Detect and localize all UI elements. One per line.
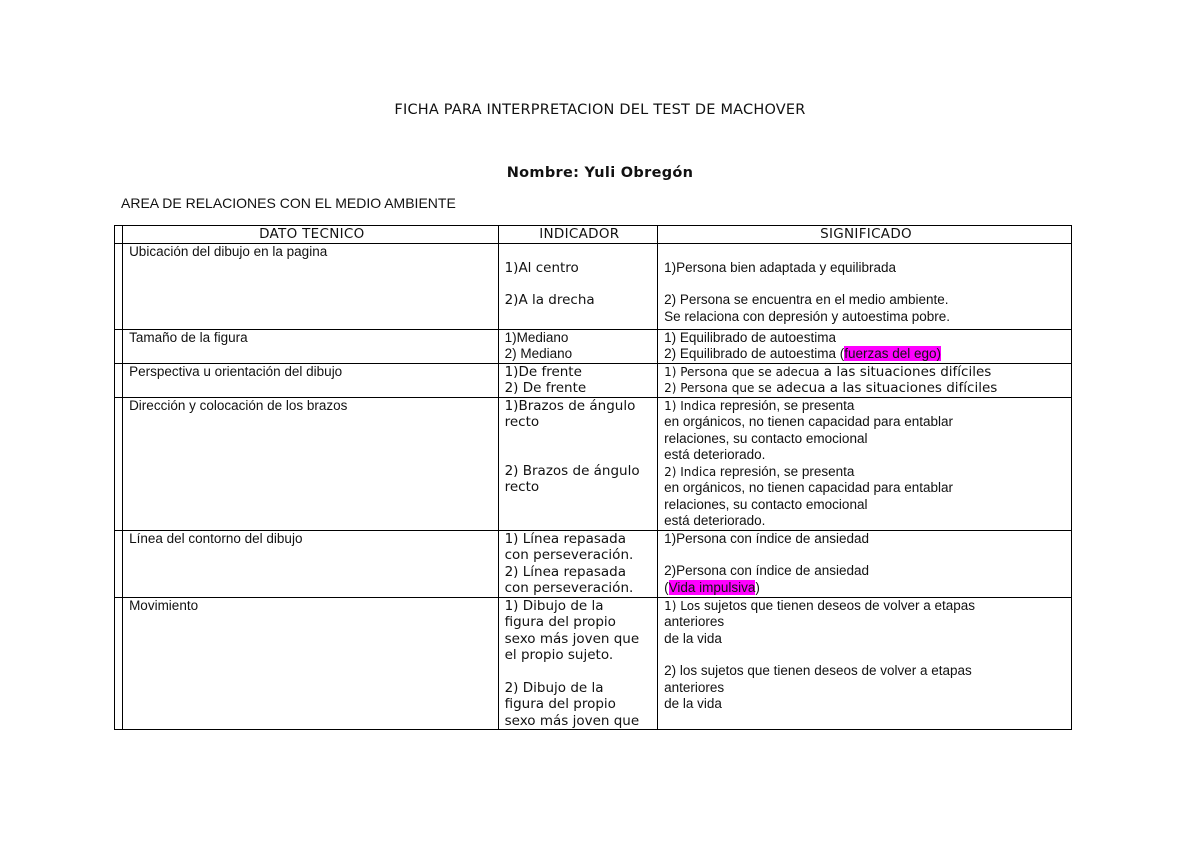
header-indicador: INDICADOR <box>498 226 658 244</box>
significado-cell: 1) Persona que se adecua a las situaciones difíciles 2) Persona que se adecua a las situaciones difíciles <box>658 363 1072 397</box>
significado-cell: 1) Indica represión, se presenta en orgánicos, no tienen capacidad para entablar relaciones, su contacto emocional está deteriorado. 2) Indica represión, se presenta en orgánicos, no tienen capacidad para entablar relaciones, su contacto emocional está deteriorado. <box>658 397 1072 530</box>
interpretation-table <box>114 225 1072 730</box>
indicador-cell: 1) Línea repasada con perseveración. 2) Línea repasada con perseveración. <box>498 530 658 597</box>
dato-cell: Ubicación del dibujo en la pagina <box>123 243 499 329</box>
name-line: Nombre: Yuli Obregón <box>506 165 694 181</box>
indicador-cell: 1)Mediano 2) Mediano <box>498 329 658 363</box>
margin-cell <box>115 597 123 730</box>
indicador-cell: 1)De frente 2) De frente <box>498 363 658 397</box>
highlighted-text: Vida impulsiva <box>668 579 756 595</box>
document-title: FICHA PARA INTERPRETACION DEL TEST DE MACHOVER <box>394 102 806 118</box>
margin-cell <box>115 363 123 397</box>
table-row <box>115 243 1072 329</box>
significado-cell: 1) Equilibrado de autoestima 2) Equilibrado de autoestima (fuerzas del ego) <box>658 329 1072 363</box>
significado-cell: 1)Persona con índice de ansiedad 2)Persona con índice de ansiedad (Vida impulsiva) <box>658 530 1072 597</box>
dato-cell: Dirección y colocación de los brazos <box>123 397 499 530</box>
table-row <box>115 530 1072 597</box>
margin-cell <box>115 530 123 597</box>
header-significado: SIGNIFICADO <box>658 226 1072 244</box>
indicador-cell: 1)Al centro 2)A la drecha <box>498 243 658 329</box>
dato-cell: Línea del contorno del dibujo <box>123 530 499 597</box>
highlighted-text: fuerzas del ego) <box>844 346 942 361</box>
dato-cell: Tamaño de la figura <box>123 329 499 363</box>
significado-cell: 1)Persona bien adaptada y equilibrada 2) Persona se encuentra en el medio ambiente. Se relaciona con depresión y autoestima pobre. <box>658 243 1072 329</box>
header-dato-tecnico: DATO TECNICO <box>123 226 499 244</box>
table-row <box>115 597 1072 730</box>
area-heading: AREA DE RELACIONES CON EL MEDIO AMBIENTE <box>121 195 456 211</box>
margin-cell <box>115 397 123 530</box>
dato-cell: Movimiento <box>123 597 499 730</box>
table-row <box>115 363 1072 397</box>
dato-cell: Perspectiva u orientación del dibujo <box>123 363 499 397</box>
table-row <box>115 329 1072 363</box>
indicador-cell: 1)Brazos de ángulo recto 2) Brazos de ángulo recto <box>498 397 658 530</box>
significado-cell: 1) Los sujetos que tienen deseos de volver a etapas anteriores de la vida 2) los sujetos que tienen deseos de volver a etapas anteriores de la vida <box>658 597 1072 730</box>
indicador-cell: 1) Dibujo de la figura del propio sexo más joven que el propio sujeto. 2) Dibujo de la figura del propio sexo más joven que <box>498 597 658 730</box>
margin-cell <box>115 329 123 363</box>
margin-cell <box>115 243 123 329</box>
table-row <box>115 397 1072 530</box>
table-header-row <box>115 226 1072 244</box>
margin-cell <box>115 226 123 244</box>
